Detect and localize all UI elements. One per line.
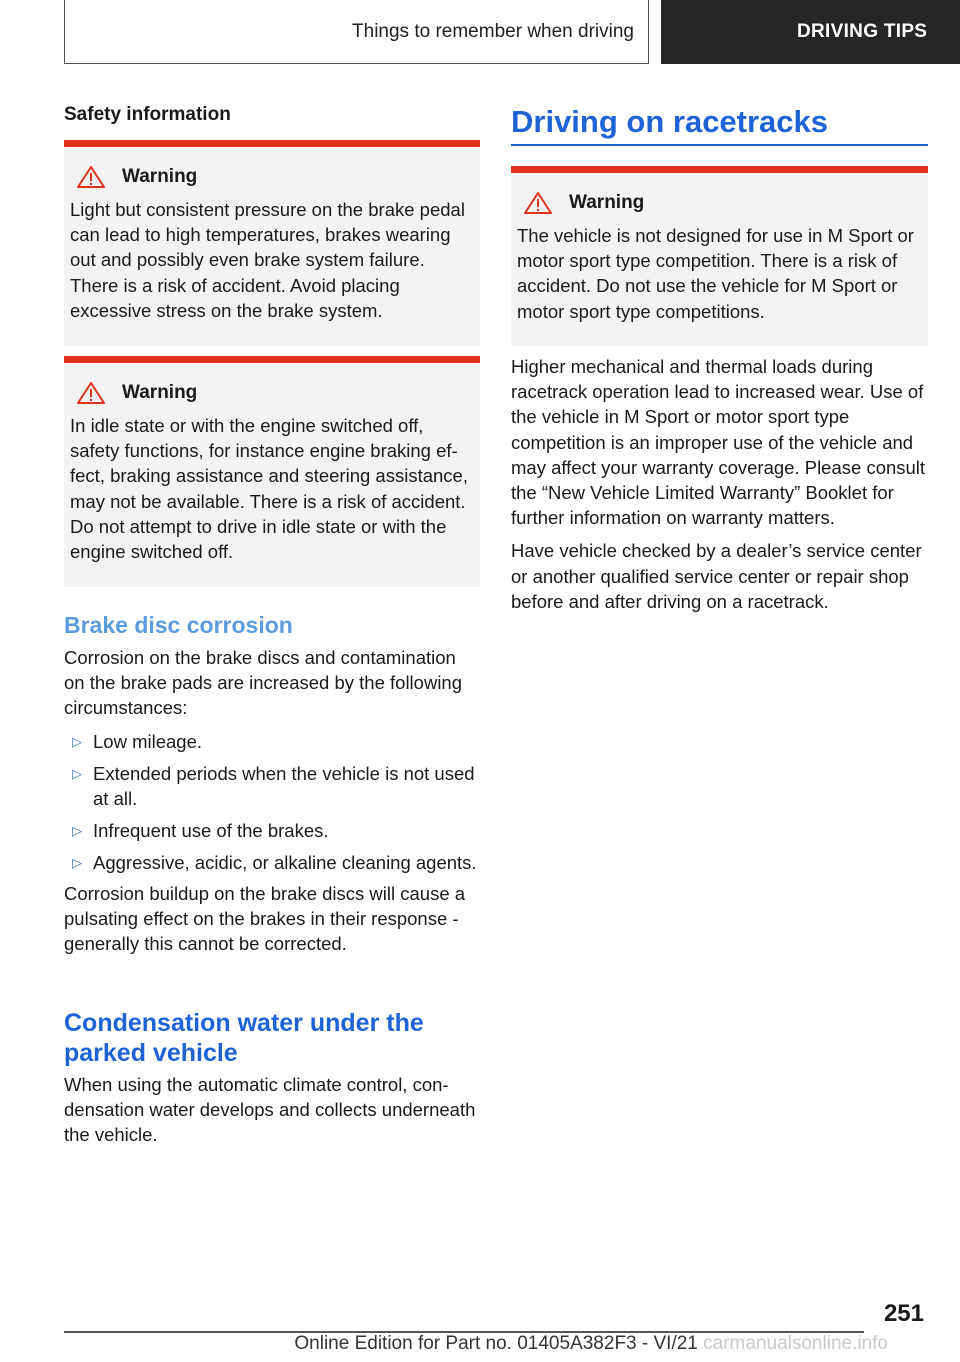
warning-triangle-icon xyxy=(523,191,553,215)
racetracks-heading: Driving on racetracks xyxy=(511,104,829,139)
warning-header xyxy=(70,165,474,189)
warning-text: The vehicle is not designed for use in M Sport or motor sport type competition. There is a risk of accident. Do not use the vehicle for M Sport or motor sport type competitions. xyxy=(517,225,914,322)
watermark-text: carmanualsonline.info xyxy=(703,1333,888,1354)
warning-header xyxy=(70,381,474,405)
racetracks-heading-wrap xyxy=(511,104,928,140)
heading-rule xyxy=(511,144,928,146)
warning-title: Warning xyxy=(122,382,198,403)
racetracks-paragraph-1: Higher mechanical and thermal loads during racetrack operation lead to increased wear. Use of the vehicle in M Sport or motor sport type competition is an improper use of the vehicle and may affect your warranty coverage. Please consult the “New Vehicle Limited Warranty” Booklet for further information on warranty matters. xyxy=(511,356,926,529)
bullet-triangle-icon: ▷ xyxy=(72,823,82,839)
section-title: Things to remember when driving xyxy=(352,20,634,42)
brake-disc-section xyxy=(64,612,480,956)
condensation-text: When using the automatic climate control, condensation water develops and collects underneath the vehicle. xyxy=(64,1074,476,1146)
list-item-text: Extended periods when the vehicle is not used at all. xyxy=(93,762,475,810)
safety-information-heading: Safety information xyxy=(64,104,231,125)
edition-text: Online Edition for Part no. 01405A382F3 - VI/21 xyxy=(294,1333,698,1354)
brake-disc-heading: Brake disc corrosion xyxy=(64,612,293,638)
warning-box-motorsport xyxy=(511,166,928,346)
running-header-chapter xyxy=(661,0,960,64)
bullet-triangle-icon: ▷ xyxy=(72,855,82,871)
bullet-triangle-icon: ▷ xyxy=(72,733,82,749)
warning-text: Light but consistent pressure on the brake pedal can lead to high temperatures, brakes wearing out and possibly even brake system failure. There is a risk of accident. Avoid placing excessive stress on the brake system. xyxy=(70,199,465,321)
list-item-text: Low mileage. xyxy=(93,730,203,752)
brake-disc-intro: Corrosion on the brake discs and contamination on the brake pads are increased by the following circumstances: xyxy=(64,647,463,719)
list-item-text: Aggressive, acidic, or alkaline cleaning agents. xyxy=(93,852,477,874)
warning-text: In idle state or with the engine switched off, safety functions, for instance engine braking effect, braking assistance and steering assistance, may not be available. There is a risk of accident. Do not attempt to drive in idle state or with the engine switched off. xyxy=(70,415,468,563)
warning-triangle-icon xyxy=(76,381,106,405)
list-item-text: Infrequent use of the brakes. xyxy=(93,820,329,842)
page-number: 251 xyxy=(883,1300,924,1327)
bullet-triangle-icon: ▷ xyxy=(72,765,82,781)
list-item xyxy=(64,818,480,843)
warning-triangle-icon xyxy=(76,165,106,189)
list-item xyxy=(64,729,480,754)
list-item xyxy=(64,761,480,811)
warning-title: Warning xyxy=(569,192,645,213)
footer-edition xyxy=(0,1333,924,1355)
condensation-heading: Condensation water under the parked vehicle xyxy=(64,1009,424,1067)
chapter-title: DRIVING TIPS xyxy=(797,21,928,42)
brake-disc-bullet-list xyxy=(64,729,480,876)
warning-header xyxy=(517,191,922,215)
running-header-section xyxy=(64,0,649,64)
racetracks-body xyxy=(511,354,928,614)
racetracks-paragraph-2: Have vehicle checked by a dealer’s service center or another qualified service center or repair shop before and after driving on a racetrack. xyxy=(511,540,922,612)
warning-box-brake-pressure xyxy=(64,140,480,346)
warning-title: Warning xyxy=(122,166,198,187)
condensation-section xyxy=(64,1008,480,1148)
brake-disc-outro: Corrosion buildup on the brake discs will cause a pulsating effect on the brakes in their response - generally this cannot be corrected. xyxy=(64,882,466,955)
list-item xyxy=(64,850,480,875)
warning-box-idle-state xyxy=(64,356,480,587)
